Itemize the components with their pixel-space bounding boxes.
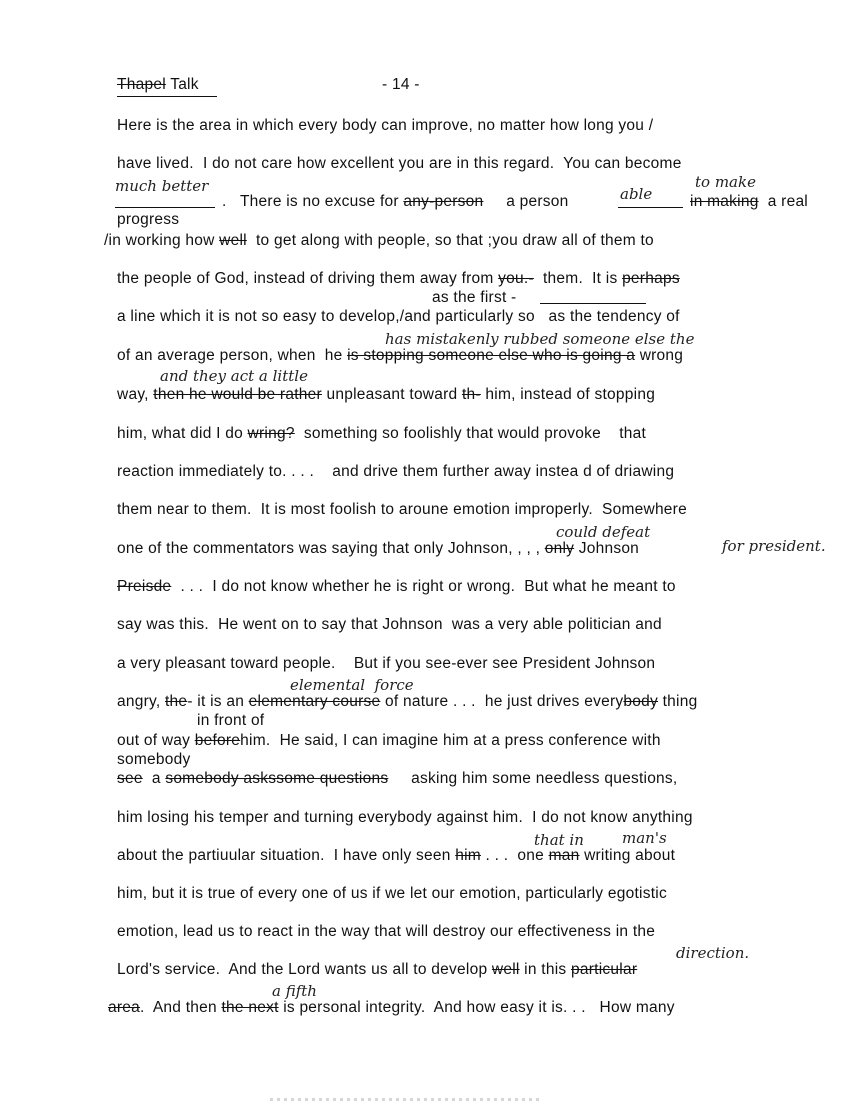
handwritten-much-better: much better <box>115 177 209 195</box>
text-line: area. And then the next is personal integrity. And how easy it is. . . How many <box>108 999 675 1016</box>
text-line: emotion, lead us to react in the way that will destroy our effectiveness in the <box>117 923 656 940</box>
handwritten-for-president: for president. <box>722 537 826 555</box>
handwritten-to-make: to make <box>695 173 756 191</box>
handwritten-has-mistakenly: has mistakenly rubbed someone else the <box>385 330 695 348</box>
text-line: out of way beforehim. He said, I can imagine him at a press conference with <box>117 732 661 749</box>
text-line: them near to them. It is most foolish to aroune emotion improperly. Somewhere <box>117 501 687 518</box>
text-line: of an average person, when he is stopping someone else who is going a wrong <box>117 347 684 364</box>
text-fragment: in making a real <box>690 193 809 210</box>
handwritten-and-they-act: and they act a little <box>160 367 308 385</box>
text-fragment: as the first - <box>432 289 517 306</box>
scan-artifact <box>270 1098 540 1101</box>
text-line: a very pleasant toward people. But if you see-ever see President Johnson <box>117 655 656 672</box>
text-fragment: in front of <box>197 712 265 729</box>
text-line: see a somebody askssome questions asking him some needless questions, <box>117 770 678 787</box>
text-line: angry, the- it is an elementary course of nature . . . he just drives everybody thing <box>117 693 698 710</box>
text-line: /in working how well to get along with people, so that ;you draw all of them to <box>104 232 654 249</box>
handwritten-elemental-force: elemental force <box>290 676 414 694</box>
text-line: say was this. He went on to say that Johnson was a very able politician and <box>117 616 662 633</box>
blank-underline <box>618 207 683 208</box>
text-line: one of the commentators was saying that only Johnson, , , , only Johnson <box>117 540 640 557</box>
text-line: the people of God, instead of driving them away from you.- them. It is perhaps <box>117 270 680 287</box>
text-line: have lived. I do not care how excellent you are in this regard. You can become <box>117 155 682 172</box>
text-line: him, what did I do wring? something so foolishly that would provoke that <box>117 425 647 442</box>
text-line: Lord's service. And the Lord wants us all to develop well in this particular <box>117 961 638 978</box>
handwritten-direction: direction. <box>676 944 750 962</box>
handwritten-a-fifth: a fifth <box>272 982 317 1000</box>
page-number: - 14 - <box>382 76 420 93</box>
header-title: Thapel Talk <box>117 76 199 93</box>
text-line: a line which it is not so easy to develop,/and particularly so as the tendency of <box>117 308 680 325</box>
handwritten-could-defeat: could defeat <box>556 523 651 541</box>
text-line: him, but it is true of every one of us if we let our emotion, particularly egotistic <box>117 885 667 902</box>
blank-underline <box>540 303 646 304</box>
text-line: progress <box>117 211 180 228</box>
text-fragment: somebody <box>117 751 191 768</box>
text-line: way, then he would be rather unpleasant toward th- him, instead of stopping <box>117 386 656 403</box>
handwritten-that-in: that in <box>534 831 584 849</box>
text-line: about the partiuular situation. I have only seen him . . . one man writing about <box>117 847 676 864</box>
text-line: Here is the area in which every body can improve, no matter how long you / <box>117 117 654 134</box>
text-line: . There is no excuse for any-person a person <box>222 193 569 210</box>
handwritten-mans: man's <box>622 829 667 847</box>
handwritten-able: able <box>620 185 653 203</box>
header-underline <box>117 96 217 97</box>
text-line: Preisde . . . I do not know whether he is right or wrong. But what he meant to <box>117 578 676 595</box>
text-line: him losing his temper and turning everybody against him. I do not know anything <box>117 809 693 826</box>
text-line: reaction immediately to. . . . and drive them further away instea d of driawing <box>117 463 675 480</box>
blank-underline <box>115 207 215 208</box>
